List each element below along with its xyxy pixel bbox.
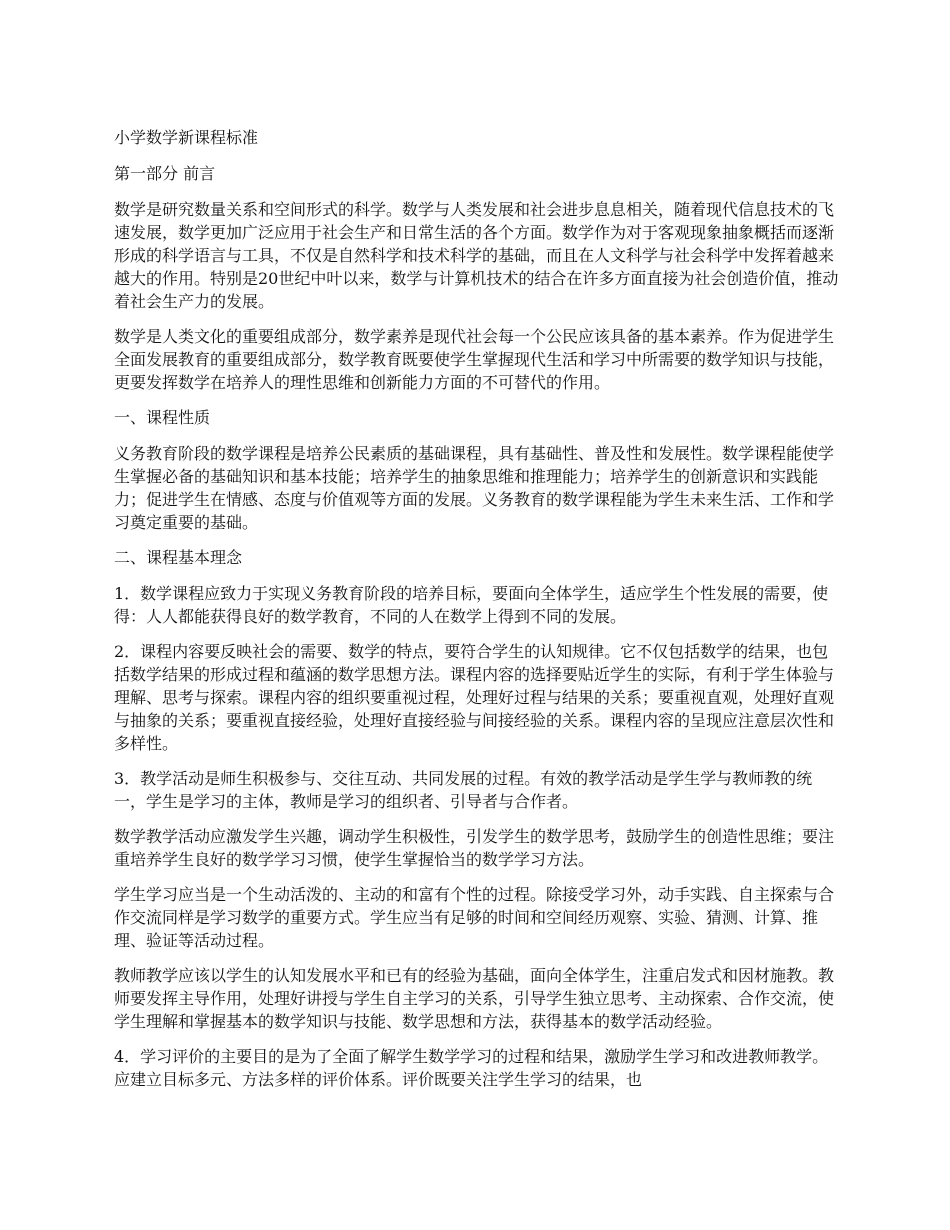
document-title: 小学数学新课程标准 <box>114 128 259 147</box>
section-heading-course-nature: 一、课程性质 <box>114 408 211 427</box>
paragraph-intro-2: 数学是人类文化的重要组成部分，数学素养是现代社会每一个公民应该具备的基本素养。作为促进学生全面发展教育的重要组成部分，数学教育既要使学生掌握现代生活和学习中所需要的数学知识与技能，更要发挥数学在培养人的理性思维和创新能力方面的不可替代的作用。 <box>114 327 835 392</box>
paragraph-idea-1: 1．数学课程应致力于实现义务教育阶段的培养目标，要面向全体学生，适应学生个性发展的需要，使得：人人都能获得良好的数学教育，不同的人在数学上得到不同的发展。 <box>114 584 829 626</box>
part-heading: 第一部分 前言 <box>114 164 216 183</box>
paragraph-idea-3: 3．教学活动是师生积极参与、交往互动、共同发展的过程。有效的教学活动是学生学与教师教的统一，学生是学习的主体，教师是学习的组织者、引导者与合作者。 <box>114 769 813 811</box>
paragraph-idea-4: 4．学习评价的主要目的是为了全面了解学生数学学习的过程和结果，激励学生学习和改进教师教学。应建立目标多元、方法多样的评价体系。评价既要关注学生学习的结果，也 <box>114 1047 829 1089</box>
paragraph-teaching-activity: 数学教学活动应激发学生兴趣，调动学生积极性，引发学生的数学思考，鼓励学生的创造性思维；要注重培养学生良好的数学学习习惯，使学生掌握恰当的数学学习方法。 <box>114 827 835 869</box>
paragraph-idea-2: 2．课程内容要反映社会的需要、数学的特点，要符合学生的认知规律。它不仅包括数学的结果，也包括数学结果的形成过程和蕴涵的数学思想方法。课程内容的选择要贴近学生的实际，有利于学生体验与理解、思考与探索。课程内容的组织要重视过程，处理好过程与结果的关系；要重视直观，处理好直观与抽象的关系；要重视直接经验，处理好直接经验与间接经验的关系。课程内容的呈现应注意层次性和多样性。 <box>114 642 835 753</box>
paragraph-student-learning: 学生学习应当是一个生动活泼的、主动的和富有个性的过程。除接受学习外，动手实践、自主探索与合作交流同样是学习数学的重要方式。学生应当有足够的时间和空间经历观察、实验、猜测、计算、推理、验证等活动过程。 <box>114 885 835 950</box>
paragraph-teacher-teaching: 教师教学应该以学生的认知发展水平和已有的经验为基础，面向全体学生，注重启发式和因材施教。教师要发挥主导作用，处理好讲授与学生自主学习的关系，引导学生独立思考、主动探索、合作交流，使学生理解和掌握基本的数学知识与技能、数学思想和方法，获得基本的数学活动经验。 <box>114 966 835 1031</box>
document-body <box>114 126 841 1103</box>
paragraph-course-nature: 义务教育阶段的数学课程是培养公民素质的基础课程，具有基础性、普及性和发展性。数学课程能使学生掌握必备的基础知识和基本技能；培养学生的抽象思维和推理能力；培养学生的创新意识和实践能力；促进学生在情感、态度与价值观等方面的发展。义务教育的数学课程能为学生未来生活、工作和学习奠定重要的基础。 <box>114 444 835 532</box>
paragraph-intro-1: 数学是研究数量关系和空间形式的科学。数学与人类发展和社会进步息息相关，随着现代信息技术的飞速发展，数学更加广泛应用于社会生产和日常生活的各个方面。数学作为对于客观现象抽象概括而逐渐形成的科学语言与工具，不仅是自然科学和技术科学的基础，而且在人文科学与社会科学中发挥着越来越大的作用。特别是20世纪中叶以来，数学与计算机技术的结合在许多方面直接为社会创造价值，推动着社会生产力的发展。 <box>114 200 839 311</box>
section-heading-basic-ideas: 二、课程基本理念 <box>114 548 243 567</box>
